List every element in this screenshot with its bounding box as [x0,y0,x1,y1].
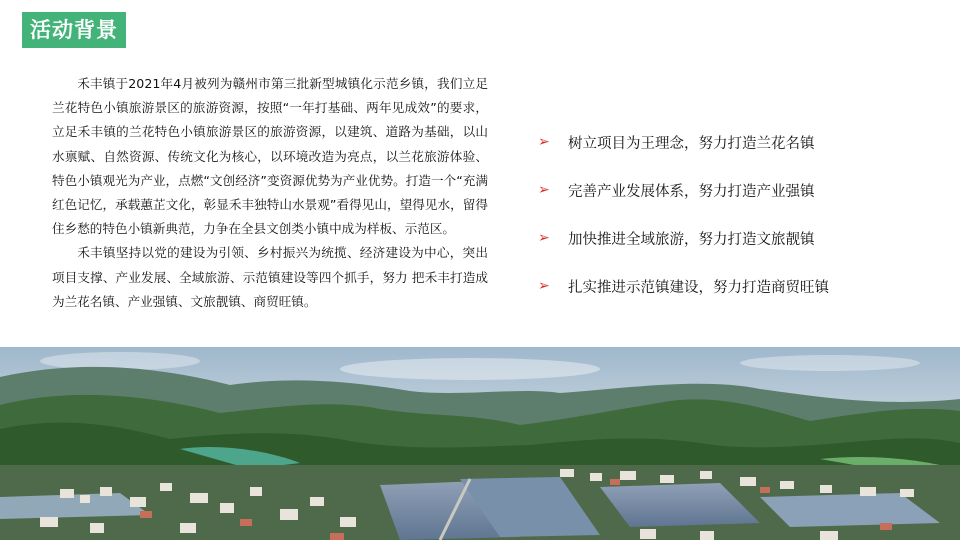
paragraph-2: 禾丰镇坚持以党的建设为引领、乡村振兴为统揽、经济建设为中心，突出项目支撑、产业发展、全域旅游、示范镇建设等四个抓手，努力 把禾丰打造成为兰花名镇、产业强镇、文旅靓镇、商贸旺镇。 [52,245,488,309]
arrow-right-icon: ➢ [538,278,550,294]
list-item [538,166,938,214]
list-item-label: 完善产业发展体系，努力打造产业强镇 [568,183,815,200]
list-item-label: 加快推进全域旅游，努力打造文旅靓镇 [568,231,815,248]
background-text [52,72,488,314]
page-title: 活动背景 [22,12,126,48]
list-item [538,214,938,262]
arrow-right-icon: ➢ [538,134,550,150]
list-item [538,262,938,310]
list-item-label: 扎实推进示范镇建设，努力打造商贸旺镇 [568,279,829,296]
town-landscape-photo [0,347,960,540]
arrow-right-icon: ➢ [538,230,550,246]
arrow-right-icon: ➢ [538,182,550,198]
paragraph-1: 禾丰镇于2021年4月被列为赣州市第三批新型城镇化示范乡镇，我们立足兰花特色小镇旅游景区的旅游资源，按照“一年打基础、两年见成效”的要求，立足禾丰镇的兰花特色小镇旅游景区的旅游资源，以建筑、道路为基础，以山水禀赋、自然资源、传统文化为核心，以环境改造为亮点，以兰花旅游体验、特色小镇观光为产业，点燃“文创经济”变资源优势为产业优势。打造一个“充满红色记忆，承载蕙芷文化，彰显禾丰独特山水景观”看得见山，望得见水，留得住乡愁的特色小镇新典范，力争在全县文创类小镇中成为样板、示范区。 [52,76,488,237]
list-item [538,118,938,166]
list-item-label: 树立项目为王理念，努力打造兰花名镇 [568,135,815,152]
goal-list [538,118,938,310]
